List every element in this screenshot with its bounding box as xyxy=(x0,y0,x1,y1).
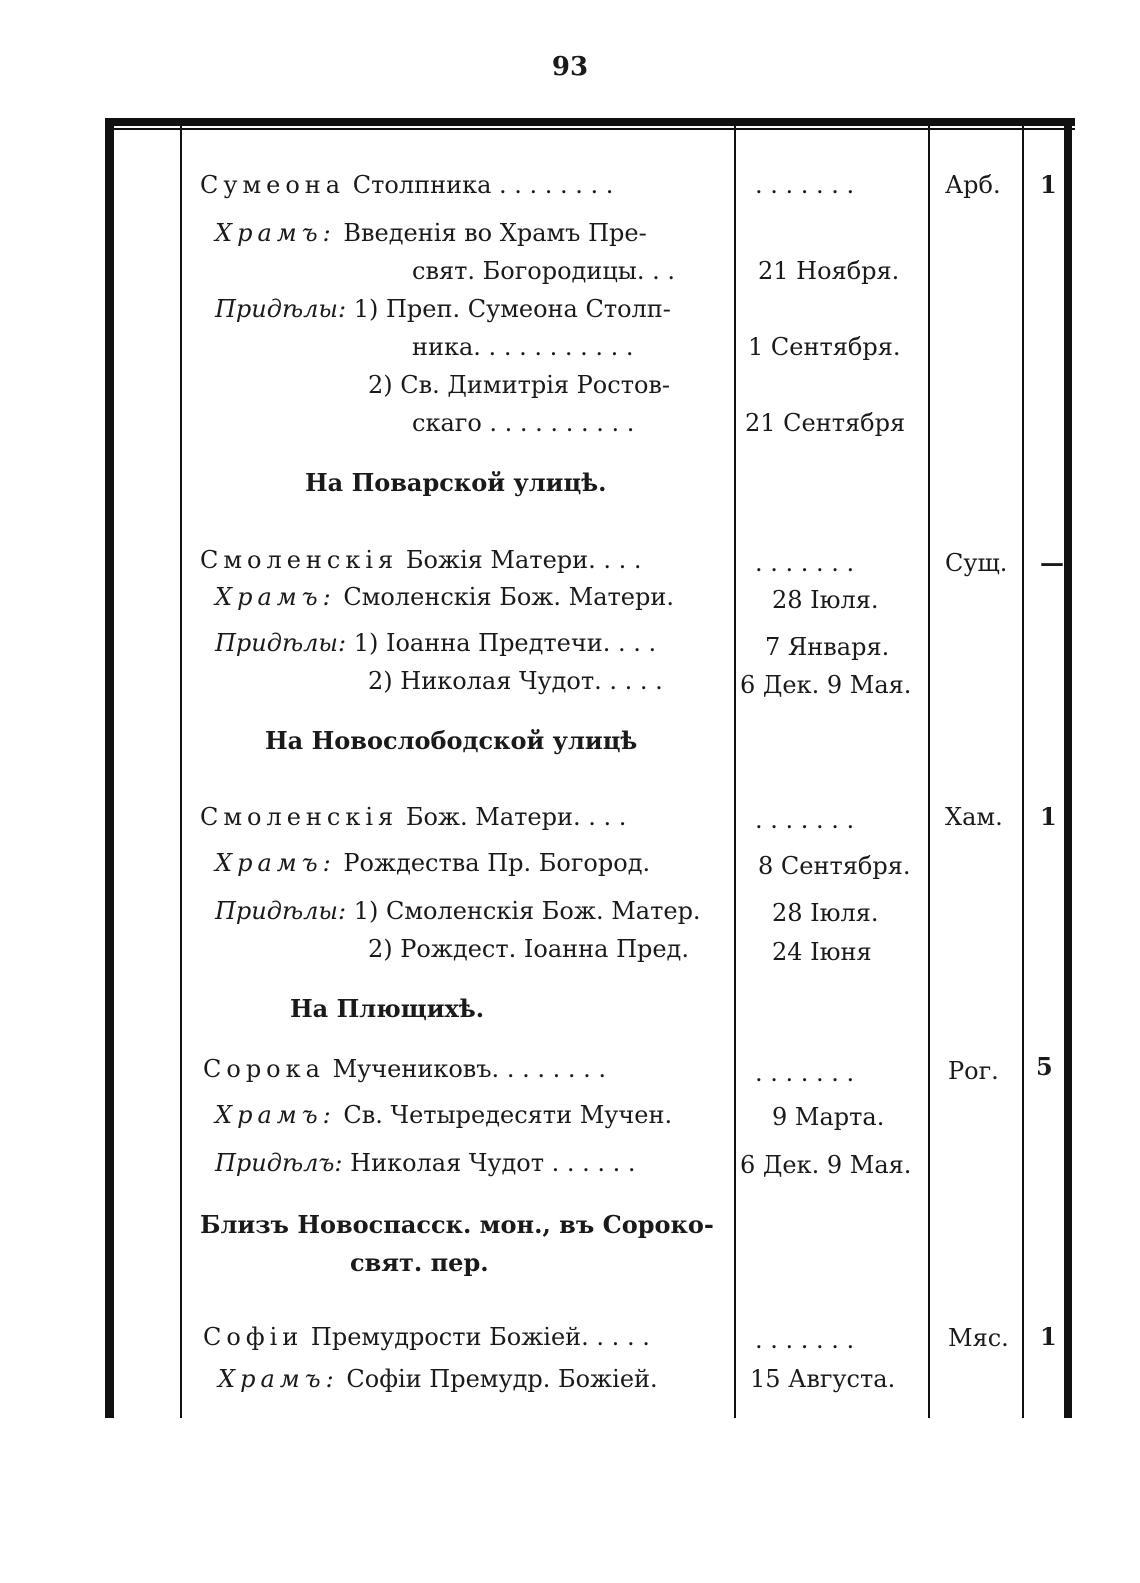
column-rule-2 xyxy=(734,122,736,1418)
street-heading: На Поварской улицѣ. xyxy=(305,468,607,497)
temple-date: 21 Ноября. xyxy=(758,257,900,285)
date-leader: . . . . . . . xyxy=(755,1326,855,1354)
chapel-date: 6 Дек. 9 Мая. xyxy=(740,1151,912,1179)
count: 5 xyxy=(1036,1052,1053,1081)
temple-line-cont: свят. Богородицы. . . xyxy=(412,257,676,285)
date-leader: . . . . . . . xyxy=(755,171,855,199)
date-leader: . . . . . . . xyxy=(755,1059,855,1087)
count: 1 xyxy=(1040,802,1057,831)
date-leader: . . . . . . . xyxy=(755,549,855,577)
street-heading-cont: свят. пер. xyxy=(350,1248,489,1277)
chapel-date: 6 Дек. 9 Мая. xyxy=(740,671,912,699)
church-title: Сорока Мучениковъ. . . . . . . . xyxy=(203,1055,606,1083)
temple-line: Храмъ: Введенія во Храмъ Пре- xyxy=(215,219,647,247)
district: Рог. xyxy=(948,1057,999,1085)
chapel-line: Придѣлъ: Николая Чудот . . . . . . xyxy=(215,1149,636,1177)
table-left-border xyxy=(105,122,114,1418)
page-number: 93 xyxy=(551,52,589,82)
chapel-line: Придѣлы: 1) Преп. Сумеона Столп- xyxy=(215,295,671,323)
count: 1 xyxy=(1040,1322,1057,1351)
chapel-line: Придѣлы: 1) Смоленскія Бож. Матер. xyxy=(215,897,701,925)
church-title: Смоленскія Божія Матери. . . . xyxy=(200,546,642,574)
temple-date: 8 Сентября. xyxy=(758,852,911,880)
column-rule-3 xyxy=(928,122,930,1418)
count: — xyxy=(1040,548,1064,577)
district: Арб. xyxy=(945,171,1001,199)
chapel-date: 28 Іюля. xyxy=(772,899,879,927)
temple-date: 9 Марта. xyxy=(772,1103,885,1131)
temple-line: Храмъ: Рождества Пр. Богород. xyxy=(215,849,651,877)
district: Хам. xyxy=(945,803,1003,831)
chapel-line: Придѣлы: 1) Іоанна Предтечи. . . . xyxy=(215,629,657,657)
chapel-line: 2) Николая Чудот. . . . . xyxy=(368,667,663,695)
church-title: Софіи Премудрости Божіей. . . . . xyxy=(203,1323,650,1351)
chapel-date: 1 Сентября. xyxy=(748,333,901,361)
count: 1 xyxy=(1040,170,1057,199)
church-title: Сумеона Столпника . . . . . . . . xyxy=(200,171,614,199)
temple-line: Храмъ: Софіи Премудр. Божіей. xyxy=(218,1365,658,1393)
column-rule-4 xyxy=(1022,122,1024,1418)
chapel-line: 2) Рождест. Іоанна Пред. xyxy=(368,935,689,963)
chapel-date: 7 Января. xyxy=(765,633,890,661)
table-right-border xyxy=(1064,122,1072,1418)
date-leader: . . . . . . . xyxy=(755,806,855,834)
temple-line: Храмъ: Смоленскія Бож. Матери. xyxy=(215,583,674,611)
temple-date: 15 Августа. xyxy=(750,1365,896,1393)
church-title: Смоленскія Бож. Матери. . . . xyxy=(200,803,627,831)
chapel-date: 21 Сентября xyxy=(745,409,906,437)
chapel-line-cont: скаго . . . . . . . . . . xyxy=(412,409,635,437)
district: Сущ. xyxy=(945,549,1008,577)
district: Мяс. xyxy=(948,1324,1009,1352)
street-heading: Близъ Новоспасск. мон., въ Сороко- xyxy=(200,1210,714,1239)
column-rule-1 xyxy=(180,122,182,1418)
chapel-line: 2) Св. Димитрія Ростов- xyxy=(368,371,671,399)
temple-line: Храмъ: Св. Четыредесяти Мучен. xyxy=(215,1101,673,1129)
street-heading: На Плющихѣ. xyxy=(290,994,485,1023)
chapel-date: 24 Іюня xyxy=(772,938,872,966)
street-heading: На Новослободской улицѣ xyxy=(265,726,638,755)
temple-date: 28 Іюля. xyxy=(772,586,879,614)
chapel-line-cont: ника. . . . . . . . . . . xyxy=(412,333,634,361)
